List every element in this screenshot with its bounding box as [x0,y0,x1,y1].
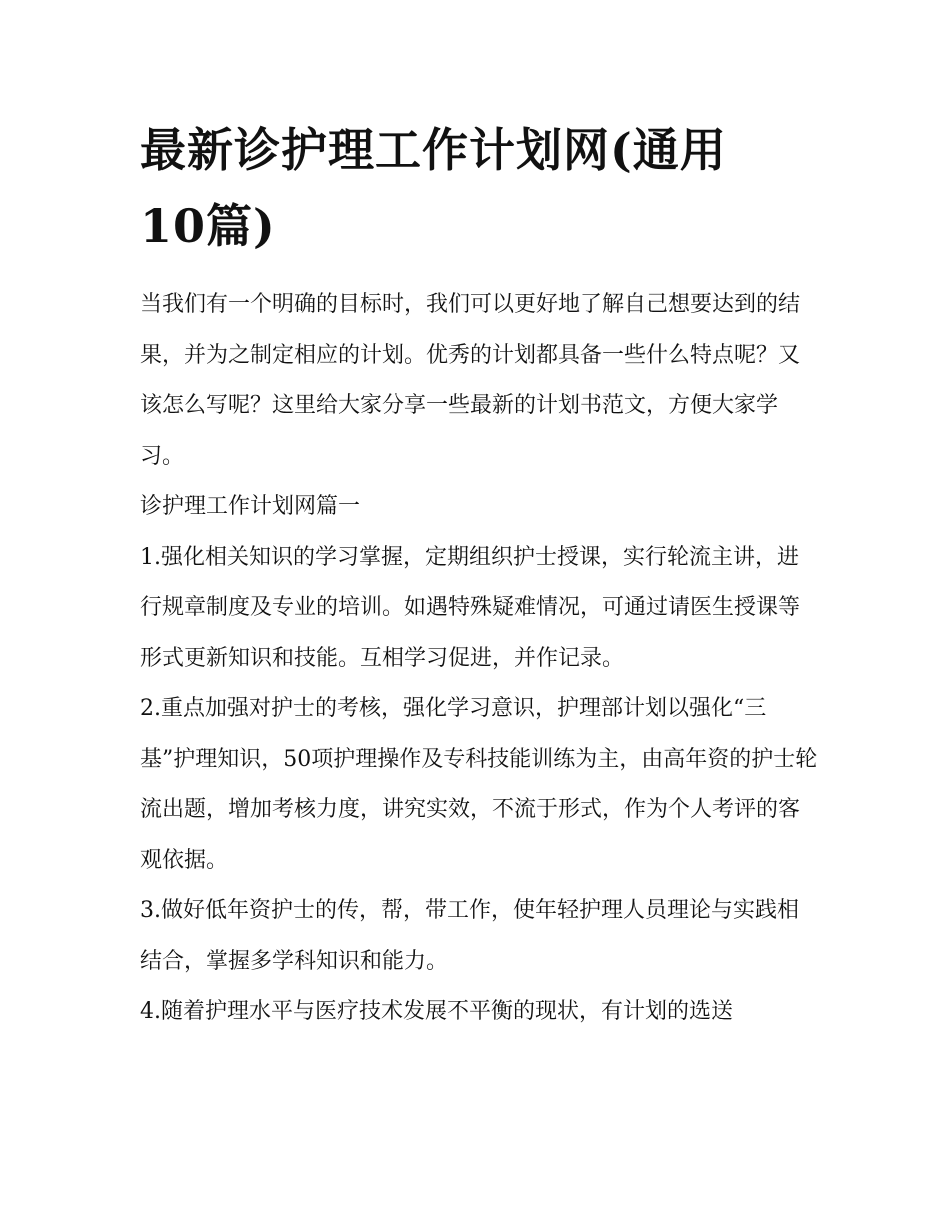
item-3-paragraph: 3.做好低年资护士的传，帮，带工作，使年轻护理人员理论与实践相结合，掌握多学科知识和能力。 [140,898,799,974]
document-body [140,280,830,1038]
item-4-paragraph: 4.随着护理水平与医疗技术发展不平衡的现状，有计划的选送 [140,999,733,1024]
document-title: 最新诊护理工作计划网(通用10篇) [140,123,727,253]
item-2-paragraph: 2.重点加强对护士的考核，强化学习意识，护理部计划以强化“三基”护理知识，50项护理操作及专科技能训练为主，由高年资的护士轮流出题，增加考核力度，讲究实效，不流于形式，作为个人考评的客观依据。 [140,696,818,873]
intro-paragraph: 当我们有一个明确的目标时，我们可以更好地了解自己想要达到的结果，并为之制定相应的计划。优秀的计划都具备一些什么特点呢？又该怎么写呢？这里给大家分享一些最新的计划书范文，方便大家学习。 [140,292,801,469]
section-heading: 诊护理工作计划网篇一 [140,494,361,519]
item-1-paragraph: 1.强化相关知识的学习掌握，定期组织护士授课，实行轮流主讲，进行规章制度及专业的培训。如遇特殊疑难情况，可通过请医生授课等形式更新知识和技能。互相学习促进，并作记录。 [140,544,801,671]
document-page [140,112,830,1038]
